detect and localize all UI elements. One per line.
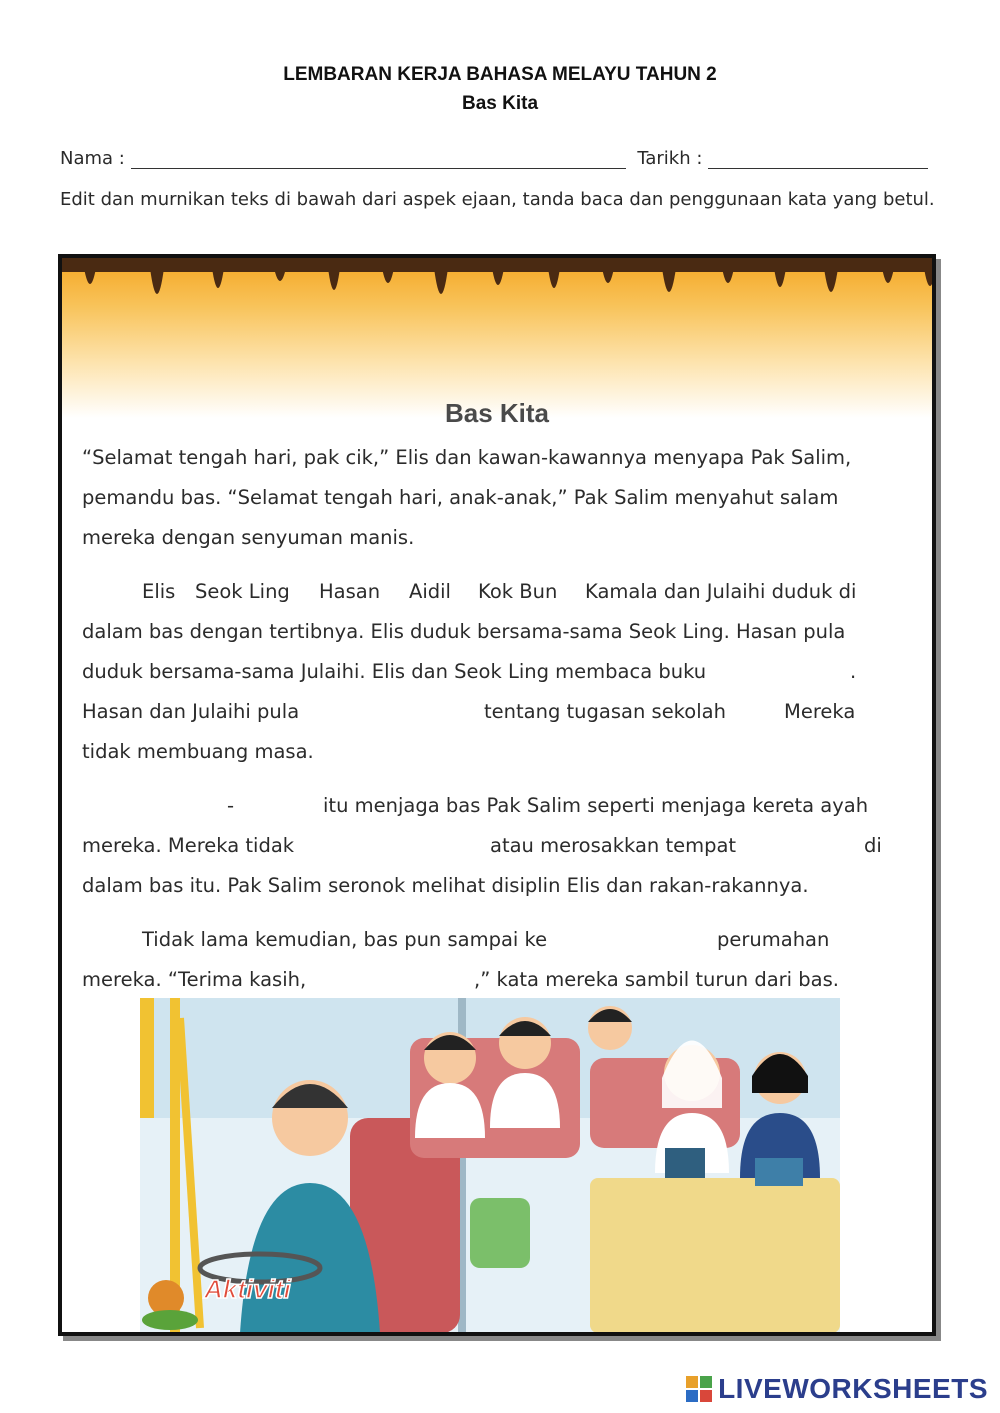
story-line: Tidak lama kemudian, bas pun sampai ke perumahan (142, 928, 830, 951)
name-label: Nama : (60, 148, 125, 169)
liveworksheets-logo (686, 1373, 988, 1405)
story-line: duduk bersama-sama Julaihi. Elis dan Seok Ling membaca buku . (82, 660, 857, 683)
drip-decoration (62, 258, 936, 338)
name-field[interactable] (131, 151, 626, 169)
name-date-row (60, 148, 935, 169)
story-line: Hasan dan Julaihi pula tentang tugasan sekolah Mereka (82, 700, 856, 723)
story-line: - itu menjaga bas Pak Salim seperti menjaga kereta ayah (227, 794, 869, 817)
story-line: mereka. Mereka tidak atau merosakkan tempat di (82, 834, 882, 857)
story-text (82, 438, 922, 1000)
date-field[interactable] (708, 151, 928, 169)
story-line: Elis Seok Ling Hasan Aidil Kok Bun Kamala dan Julaihi duduk di (142, 580, 857, 603)
story-line: “Selamat tengah hari, pak cik,” Elis dan kawan-kawannya menyapa Pak Salim, (82, 446, 852, 469)
bus-illustration (140, 998, 840, 1333)
story-line: mereka. “Terima kasih, ,” kata mereka sambil turun dari bas. (82, 968, 839, 991)
story-line: mereka dengan senyuman manis. (82, 526, 415, 549)
liveworksheets-icon (686, 1376, 712, 1402)
story-line: dalam bas dengan tertibnya. Elis duduk bersama-sama Seok Ling. Hasan pula (82, 620, 846, 643)
aktiviti-label: Aktiviti (204, 1274, 291, 1304)
liveworksheets-brand: LIVEWORKSHEETS (718, 1373, 988, 1404)
worksheet-subtitle: Bas Kita (461, 93, 539, 114)
story-title: Bas Kita (444, 398, 550, 428)
story-line: tidak membuang masa. (82, 740, 314, 763)
worksheet-title: LEMBARAN KERJA BAHASA MELAYU TAHUN 2 (283, 64, 717, 85)
instruction-text: Edit dan murnikan teks di bawah dari aspek ejaan, tanda baca dan penggunaan kata yang betul. (60, 189, 935, 210)
story-line: pemandu bas. “Selamat tengah hari, anak-anak,” Pak Salim menyahut salam (82, 486, 839, 509)
date-label: Tarikh : (637, 148, 703, 169)
story-frame (58, 254, 936, 1336)
story-line: dalam bas itu. Pak Salim seronok melihat disiplin Elis dan rakan-rakannya. (82, 874, 809, 897)
